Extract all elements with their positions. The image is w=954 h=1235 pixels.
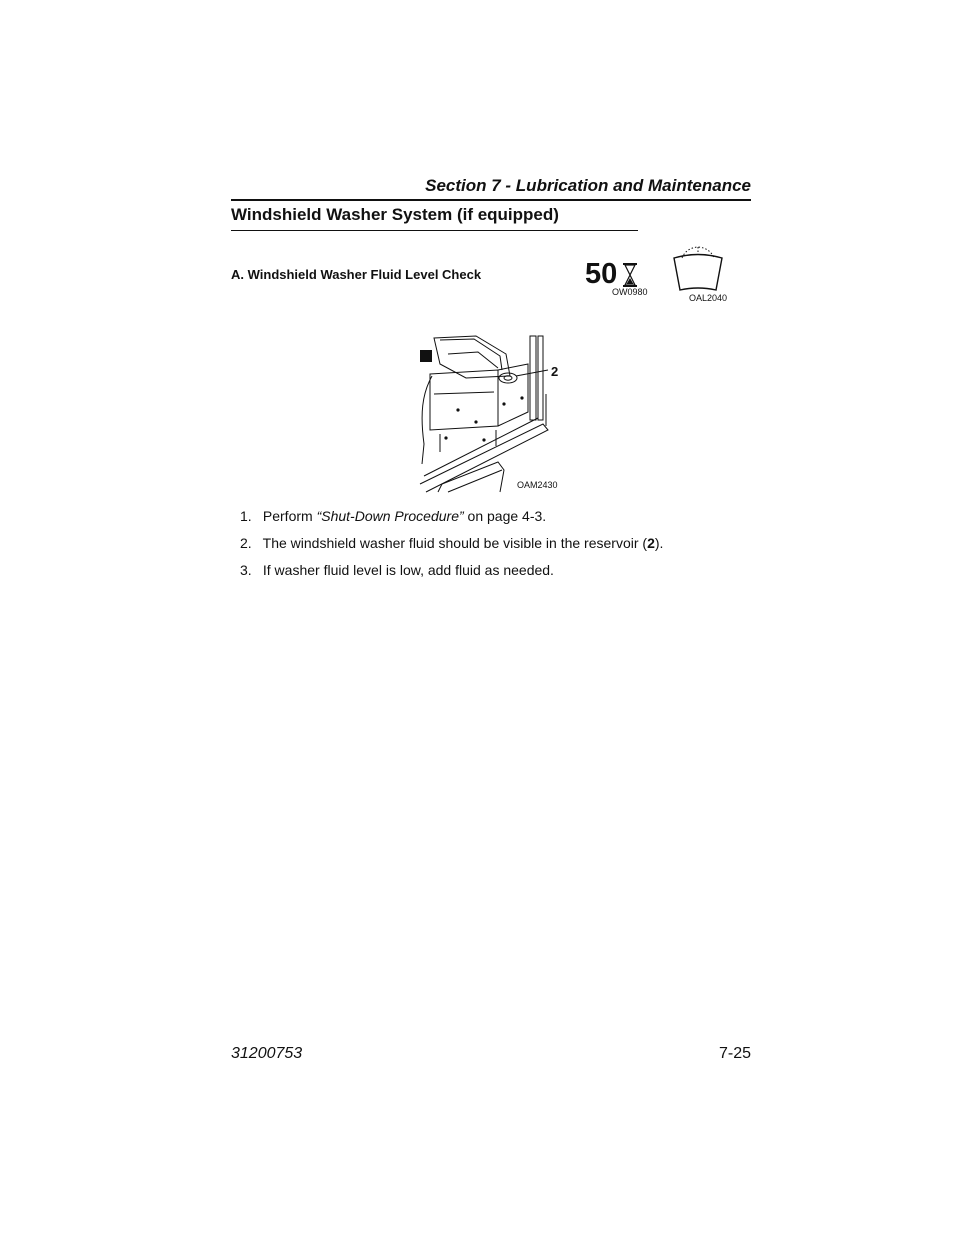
step-text: ). <box>654 535 664 551</box>
step-text: The windshield washer fluid should be visible in the reservoir ( <box>262 535 648 551</box>
icon-code-ow: OW0980 <box>612 287 648 297</box>
page-number: 7-25 <box>718 1045 751 1062</box>
interval-number: 50 <box>585 258 618 290</box>
sub-heading: A. Windshield Washer Fluid Level Check <box>231 267 482 282</box>
hourglass-icon <box>622 263 638 287</box>
step-number: 2. <box>240 535 252 551</box>
page-title: Windshield Washer System (if equipped) <box>231 205 559 224</box>
callout-reference: 2 <box>647 535 655 551</box>
document-number: 31200753 <box>231 1045 303 1062</box>
procedure-steps <box>240 508 663 589</box>
step-item <box>240 562 663 589</box>
header-rule <box>231 199 751 201</box>
step-item <box>240 535 663 562</box>
step-number: 3. <box>240 562 252 578</box>
reservoir-callout: 2 <box>551 364 559 379</box>
procedure-reference: “Shut-Down Procedure” <box>316 508 464 524</box>
step-text: on page 4-3. <box>463 508 547 524</box>
reservoir-illustration <box>418 334 550 494</box>
figure-code: OAM2430 <box>517 480 558 490</box>
step-text: Perform <box>262 508 317 524</box>
section-header: Section 7 - Lubrication and Maintenance <box>425 176 751 195</box>
title-rule <box>231 230 638 231</box>
step-text: If washer fluid level is low, add fluid as needed. <box>262 562 554 578</box>
step-item <box>240 508 663 535</box>
icon-code-oal: OAL2040 <box>689 293 728 303</box>
step-number: 1. <box>240 508 252 524</box>
windshield-wiper-icon <box>670 246 726 292</box>
